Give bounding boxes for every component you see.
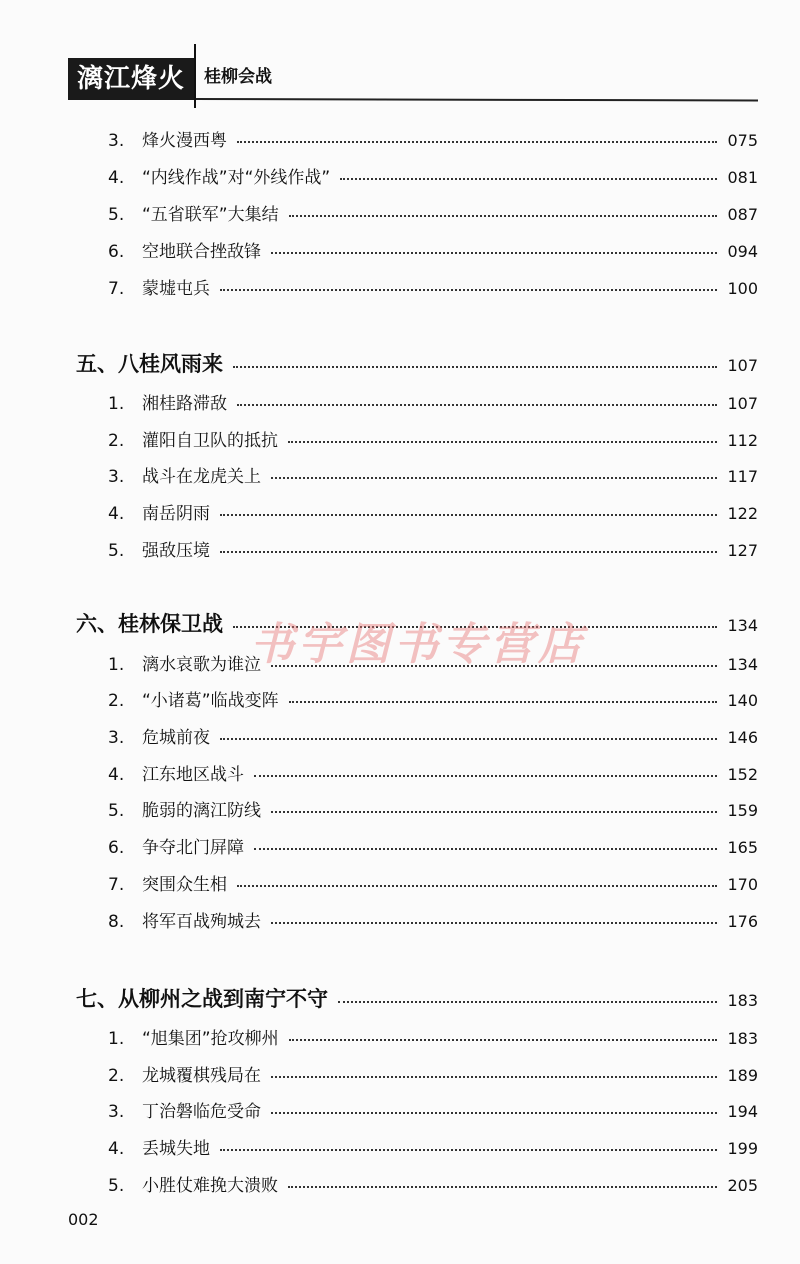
entry-title: “小诸葛”临战变阵: [142, 691, 279, 711]
entry-page: 134: [727, 655, 758, 674]
chapter-page: 107: [727, 356, 758, 375]
store-watermark: 书宇图书专营店: [250, 619, 586, 670]
toc-entry[interactable]: [108, 1171, 758, 1197]
entry-number: 5.: [108, 1176, 125, 1196]
toc-entry[interactable]: [108, 274, 758, 300]
entry-number: 6.: [108, 242, 125, 262]
dot-leader: [254, 848, 717, 850]
toc-entry[interactable]: [108, 536, 758, 562]
dot-leader: [271, 811, 717, 813]
entry-title: “旭集团”抢攻柳州: [142, 1029, 279, 1049]
dot-leader: [271, 922, 717, 924]
entry-page: 146: [727, 728, 758, 747]
entry-page: 159: [727, 801, 758, 820]
entry-page: 170: [727, 875, 758, 894]
entry-title: “五省联军”大集结: [142, 205, 279, 225]
series-title: 漓江烽火: [68, 58, 194, 100]
entry-title: 将军百战殉城去: [142, 912, 261, 932]
entry-title: 小胜仗难挽大溃败: [142, 1176, 278, 1196]
dot-leader: [289, 215, 718, 217]
entry-number: 3.: [108, 1102, 125, 1122]
toc-chapter[interactable]: [76, 983, 758, 1013]
toc-entry[interactable]: [108, 237, 758, 263]
entry-title: “内线作战”对“外线作战”: [142, 168, 331, 188]
dot-leader: [237, 404, 717, 406]
entry-title: 丁治磐临危受命: [142, 1102, 261, 1122]
entry-title: 突围众生相: [142, 875, 227, 895]
entry-title: 空地联合挫敌锋: [142, 242, 261, 262]
entry-number: 3.: [108, 467, 125, 487]
toc-entry[interactable]: [108, 462, 758, 488]
toc-entry[interactable]: [108, 389, 758, 415]
entry-number: 8.: [108, 912, 125, 932]
toc-entry[interactable]: [108, 1024, 758, 1050]
entry-page: 107: [727, 394, 758, 413]
entry-page: 081: [727, 168, 758, 187]
dot-leader: [220, 551, 717, 553]
dot-leader: [237, 141, 717, 143]
dot-leader: [254, 775, 717, 777]
entry-page: 199: [727, 1139, 758, 1158]
entry-page: 117: [727, 467, 758, 486]
header-rule: [196, 98, 758, 101]
entry-title: 灌阳自卫队的抵抗: [142, 431, 278, 451]
entry-title: 江东地区战斗: [142, 765, 244, 785]
dot-leader: [220, 1149, 717, 1151]
entry-number: 3.: [108, 728, 125, 748]
entry-page: 140: [727, 691, 758, 710]
entry-number: 6.: [108, 838, 125, 858]
entry-number: 7.: [108, 279, 125, 299]
toc-entry[interactable]: [108, 686, 758, 712]
entry-number: 4.: [108, 168, 125, 188]
entry-title: 漓水哀歌为谁泣: [142, 655, 261, 675]
entry-title: 脆弱的漓江防线: [142, 801, 261, 821]
toc-entry[interactable]: [108, 126, 758, 152]
entry-title: 南岳阴雨: [142, 504, 210, 524]
entry-number: 3.: [108, 131, 125, 151]
entry-number: 4.: [108, 765, 125, 785]
entry-page: 189: [727, 1066, 758, 1085]
running-header: [0, 0, 800, 110]
dot-leader: [289, 1039, 718, 1041]
entry-title: 战斗在龙虎关上: [142, 467, 261, 487]
dot-leader: [271, 252, 717, 254]
dot-leader: [233, 366, 717, 368]
entry-page: 075: [727, 131, 758, 150]
toc-chapter[interactable]: [76, 348, 758, 378]
entry-page: 183: [727, 1029, 758, 1048]
toc-entry[interactable]: [108, 200, 758, 226]
entry-number: 1.: [108, 655, 125, 675]
toc-entry[interactable]: [108, 796, 758, 822]
toc-entry[interactable]: [108, 1061, 758, 1087]
entry-title: 强敌压境: [142, 541, 210, 561]
dot-leader: [288, 1186, 717, 1188]
entry-page: 127: [727, 541, 758, 560]
dot-leader: [220, 289, 717, 291]
entry-title: 争夺北门屏障: [142, 838, 244, 858]
chapter-page: 134: [727, 616, 758, 635]
entry-number: 2.: [108, 1066, 125, 1086]
toc-entry[interactable]: [108, 723, 758, 749]
dot-leader: [220, 514, 717, 516]
entry-title: 龙城覆棋残局在: [142, 1066, 261, 1086]
entry-title: 烽火漫西粤: [142, 131, 227, 151]
entry-number: 5.: [108, 801, 125, 821]
toc-entry[interactable]: [108, 499, 758, 525]
dot-leader: [220, 738, 717, 740]
dot-leader: [271, 1076, 717, 1078]
entry-page: 205: [727, 1176, 758, 1195]
page-number: 002: [68, 1210, 99, 1229]
entry-number: 7.: [108, 875, 125, 895]
chapter-title: 五、八桂风雨来: [76, 352, 223, 376]
toc-entry[interactable]: [108, 426, 758, 452]
entry-page: 100: [727, 279, 758, 298]
entry-page: 087: [727, 205, 758, 224]
entry-number: 1.: [108, 394, 125, 414]
entry-number: 5.: [108, 541, 125, 561]
toc-entry[interactable]: [108, 163, 758, 189]
dot-leader: [237, 885, 717, 887]
toc-entry[interactable]: [108, 760, 758, 786]
toc-entry[interactable]: [108, 870, 758, 896]
dot-leader: [289, 701, 718, 703]
dot-leader: [338, 1001, 717, 1003]
entry-page: 112: [727, 431, 758, 450]
entry-number: 2.: [108, 691, 125, 711]
toc-entry[interactable]: [108, 907, 758, 933]
dot-leader: [271, 1112, 717, 1114]
entry-page: 094: [727, 242, 758, 261]
chapter-title: 六、桂林保卫战: [76, 612, 223, 636]
dot-leader: [271, 477, 717, 479]
dot-leader: [288, 441, 717, 443]
chapter-title: 七、从柳州之战到南宁不守: [76, 987, 328, 1011]
entry-title: 危城前夜: [142, 728, 210, 748]
entry-page: 176: [727, 912, 758, 931]
toc-entry[interactable]: [108, 833, 758, 859]
toc-entry[interactable]: [108, 1134, 758, 1160]
book-subtitle: 桂柳会战: [204, 67, 272, 87]
entry-page: 152: [727, 765, 758, 784]
toc-entry[interactable]: [108, 1097, 758, 1123]
entry-number: 5.: [108, 205, 125, 225]
entry-number: 2.: [108, 431, 125, 451]
entry-number: 4.: [108, 504, 125, 524]
entry-page: 194: [727, 1102, 758, 1121]
entry-number: 4.: [108, 1139, 125, 1159]
entry-number: 1.: [108, 1029, 125, 1049]
chapter-page: 183: [727, 991, 758, 1010]
dot-leader: [340, 178, 717, 180]
entry-title: 蒙墟屯兵: [142, 279, 210, 299]
entry-page: 165: [727, 838, 758, 857]
entry-page: 122: [727, 504, 758, 523]
entry-title: 丢城失地: [142, 1139, 210, 1159]
entry-title: 湘桂路滞敌: [142, 394, 227, 414]
